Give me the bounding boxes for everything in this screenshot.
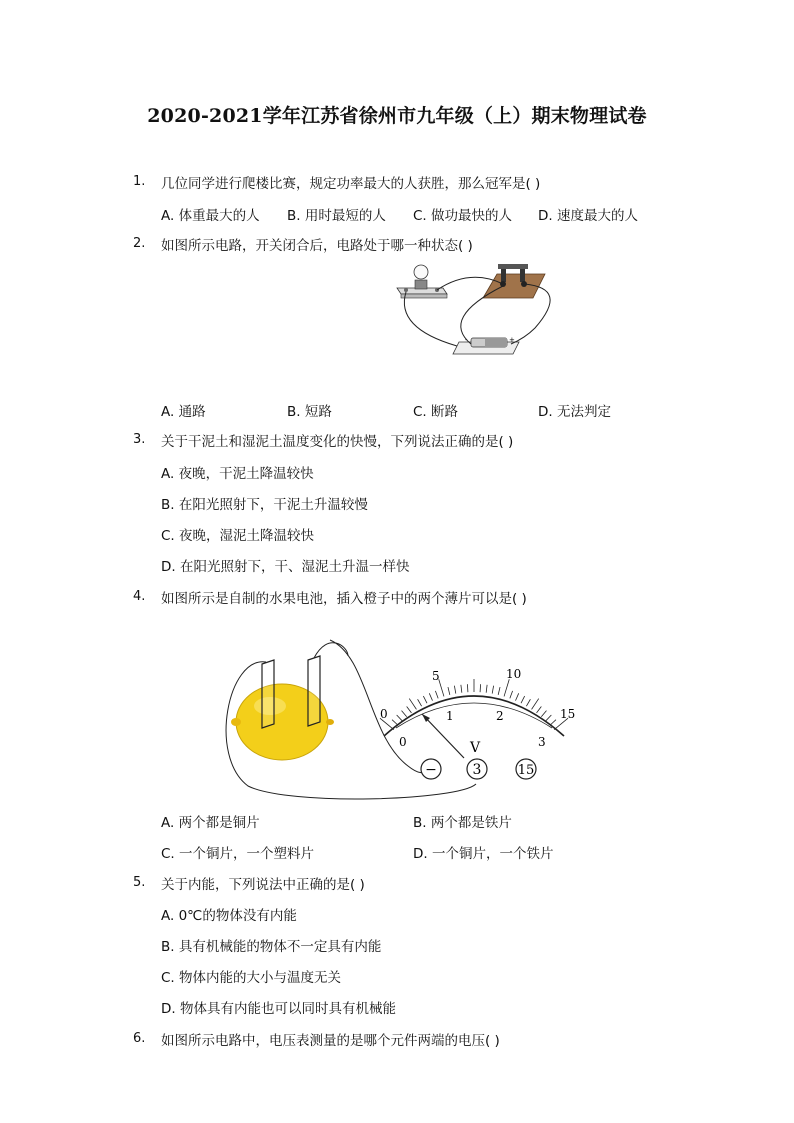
scale-tick bbox=[429, 693, 432, 700]
question-5-text: 关于内能，下列说法中正确的是( ) bbox=[161, 877, 365, 893]
inner-scale-label: 3 bbox=[538, 735, 546, 749]
q1-option-c: C. 做功最快的人 bbox=[413, 208, 513, 224]
scale-tick bbox=[532, 699, 539, 710]
q2-option-b: B. 短路 bbox=[287, 404, 332, 420]
q5-option-b: B. 具有机械能的物体不一定具有内能 bbox=[161, 939, 382, 955]
battery-icon bbox=[453, 336, 519, 354]
scale-tick bbox=[504, 679, 509, 696]
fruit-battery-figure bbox=[218, 636, 580, 806]
scale-tick bbox=[510, 691, 513, 699]
scale-tick bbox=[546, 715, 552, 721]
inner-scale-label: 0 bbox=[399, 735, 407, 749]
q5-option-c: C. 物体内能的大小与温度无关 bbox=[161, 970, 342, 986]
q3-option-d: D. 在阳光照射下，干、湿泥土升温一样快 bbox=[161, 559, 410, 575]
q1-option-b: B. 用时最短的人 bbox=[287, 208, 386, 224]
scale-tick bbox=[423, 696, 427, 703]
question-5-number: 5. bbox=[133, 875, 146, 890]
scale-tick bbox=[521, 696, 525, 703]
page-title: 2020-2021学年江苏省徐州市九年级（上）期末物理试卷 bbox=[147, 105, 647, 127]
q2-option-a: A. 通路 bbox=[161, 404, 206, 420]
scale-tick bbox=[392, 720, 398, 725]
question-2-number: 2. bbox=[133, 236, 146, 251]
battery-negative-mark: - bbox=[465, 336, 468, 344]
outer-scale-label: 10 bbox=[506, 667, 522, 681]
meter-symbol: V bbox=[470, 740, 481, 756]
q4-option-b: B. 两个都是铁片 bbox=[413, 815, 512, 831]
scale-tick bbox=[407, 707, 412, 713]
scale-tick bbox=[550, 720, 556, 725]
q4-option-c: C. 一个铜片，一个塑料片 bbox=[161, 846, 315, 862]
question-2-text: 如图所示电路，开关闭合后，电路处于哪一种状态( ) bbox=[161, 238, 473, 254]
q3-option-b: B. 在阳光照射下，干泥土升温较慢 bbox=[161, 497, 368, 513]
outer-scale-label: 15 bbox=[560, 707, 576, 721]
scale-tick bbox=[448, 687, 450, 695]
scale-tick bbox=[498, 687, 500, 695]
terminal-label: 3 bbox=[472, 762, 482, 778]
q1-option-a: A. 体重最大的人 bbox=[161, 208, 260, 224]
battery-positive-mark: + bbox=[509, 336, 515, 344]
switch-icon bbox=[483, 264, 545, 298]
scale-tick bbox=[461, 685, 462, 693]
scale-tick bbox=[516, 693, 519, 700]
scale-tick bbox=[537, 707, 542, 713]
q2-option-c: C. 断路 bbox=[413, 404, 459, 420]
q5-option-d: D. 物体具有内能也可以同时具有机械能 bbox=[161, 1001, 396, 1017]
scale-tick bbox=[409, 699, 416, 710]
question-3-number: 3. bbox=[133, 432, 146, 447]
q2-option-d: D. 无法判定 bbox=[538, 404, 611, 420]
scale-tick bbox=[397, 715, 403, 721]
scale-tick bbox=[526, 699, 530, 706]
q5-option-a: A. 0℃的物体没有内能 bbox=[161, 908, 297, 924]
outer-scale-label: 0 bbox=[380, 707, 388, 721]
scale-tick bbox=[402, 711, 407, 717]
scale-tick bbox=[454, 686, 455, 694]
scale-tick bbox=[435, 691, 438, 699]
q4-option-a: A. 两个都是铜片 bbox=[161, 815, 260, 831]
outer-scale-label: 5 bbox=[432, 669, 440, 683]
scale-tick bbox=[541, 711, 546, 717]
bulb-icon bbox=[397, 265, 447, 298]
question-6-text: 如图所示电路中，电压表测量的是哪个元件两端的电压( ) bbox=[161, 1033, 500, 1049]
q3-option-a: A. 夜晚，干泥土降温较快 bbox=[161, 466, 314, 482]
inner-scale-label: 2 bbox=[496, 709, 504, 723]
circuit-figure bbox=[385, 258, 557, 360]
q3-option-c: C. 夜晚，湿泥土降温较快 bbox=[161, 528, 315, 544]
question-1-text: 几位同学进行爬楼比赛，规定功率最大的人获胜，那么冠军是( ) bbox=[161, 176, 541, 192]
q1-option-d: D. 速度最大的人 bbox=[538, 208, 638, 224]
question-4-text: 如图所示是自制的水果电池，插入橙子中的两个薄片可以是( ) bbox=[161, 591, 527, 607]
scale-tick bbox=[486, 685, 487, 693]
question-3-text: 关于干泥土和湿泥土温度变化的快慢，下列说法正确的是( ) bbox=[161, 434, 514, 450]
terminal-label: − bbox=[425, 762, 437, 778]
q4-option-d: D. 一个铜片，一个铁片 bbox=[413, 846, 554, 862]
question-6-number: 6. bbox=[133, 1031, 146, 1046]
meter-needle bbox=[422, 714, 464, 758]
question-4-number: 4. bbox=[133, 589, 146, 604]
inner-scale-label: 1 bbox=[446, 709, 454, 723]
terminal-label: 15 bbox=[517, 763, 535, 778]
question-1-number: 1. bbox=[133, 174, 146, 189]
voltmeter bbox=[380, 667, 575, 779]
scale-tick bbox=[418, 699, 422, 706]
scale-tick bbox=[492, 686, 493, 694]
